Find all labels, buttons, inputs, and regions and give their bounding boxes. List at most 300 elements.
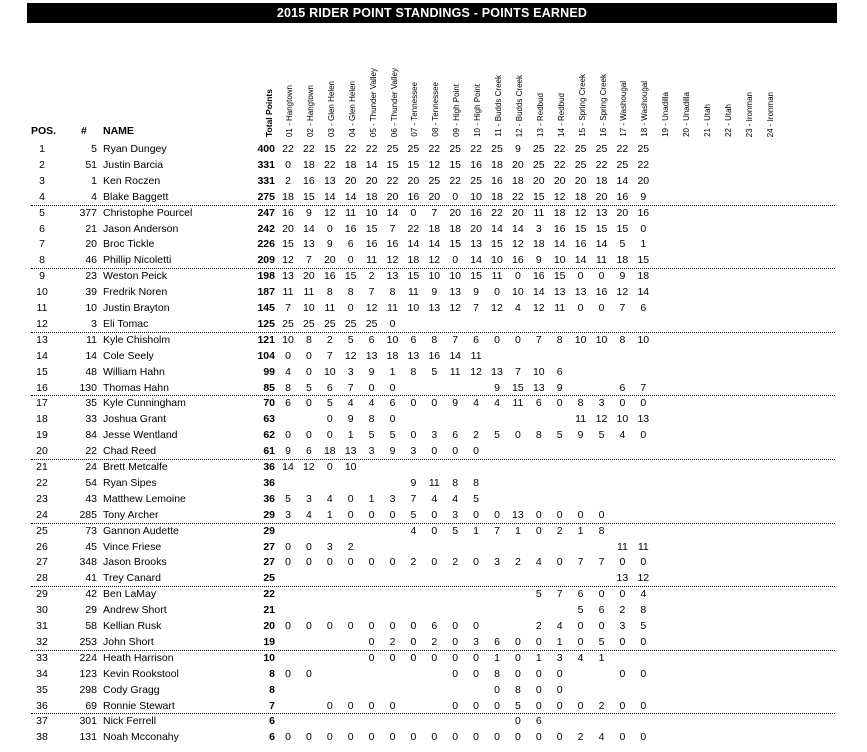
round-points-cell: 11 — [470, 349, 482, 362]
round-points-cell: 4 — [577, 651, 584, 664]
rider-name-cell: Cody Gragg — [103, 683, 160, 696]
round-points-cell: 0 — [473, 445, 480, 458]
rider-name-cell: Gannon Audette — [103, 524, 179, 537]
position-cell: 34 — [36, 667, 48, 680]
round-points-cell: 15 — [386, 158, 399, 171]
position-cell: 26 — [36, 540, 48, 553]
round-points-cell: 10 — [616, 413, 629, 426]
round-points-cell: 0 — [305, 365, 312, 378]
round-points-cell: 14 — [303, 222, 315, 235]
position-cell: 30 — [36, 604, 48, 617]
round-points-cell: 12 — [491, 302, 503, 314]
round-points-cell: 14 — [449, 349, 462, 362]
header-round: 11 - Budds Creek — [494, 75, 503, 137]
rider-name-cell: Tony Archer — [103, 508, 159, 521]
round-points-cell: 12 — [532, 302, 545, 314]
table-row — [0, 444, 867, 460]
round-points-cell: 3 — [305, 492, 312, 505]
round-points-cell: 5 — [556, 429, 563, 442]
round-points-cell: 0 — [473, 667, 480, 680]
round-points-cell: 25 — [595, 143, 608, 155]
rider-number-cell: 46 — [85, 254, 97, 267]
round-points-cell: 0 — [326, 556, 333, 569]
rider-name-cell: Brett Metcalfe — [103, 461, 168, 473]
rider-name-cell: Chad Reed — [103, 445, 157, 458]
round-points-cell: 0 — [619, 556, 626, 569]
total-points-cell: 36 — [263, 461, 275, 473]
position-cell: 19 — [36, 429, 48, 442]
table-row — [0, 158, 867, 174]
round-points-cell: 0 — [535, 524, 542, 537]
position-cell: 33 — [36, 651, 48, 664]
round-points-cell: 25 — [303, 317, 315, 330]
round-points-cell: 25 — [574, 143, 587, 155]
round-points-cell: 6 — [452, 429, 459, 442]
round-points-cell: 14 — [512, 222, 524, 235]
round-points-cell: 0 — [389, 317, 396, 330]
round-points-cell: 18 — [344, 158, 357, 171]
round-points-cell: 15 — [449, 158, 462, 171]
round-points-cell: 3 — [431, 429, 438, 442]
rider-name-cell: Matthew Lemoine — [103, 492, 186, 505]
round-points-cell: 6 — [577, 588, 584, 601]
round-points-cell: 8 — [368, 413, 375, 426]
round-points-cell: 0 — [285, 731, 291, 744]
round-points-cell: 5 — [452, 524, 459, 537]
round-points-cell: 9 — [452, 397, 459, 410]
round-points-cell: 0 — [368, 556, 375, 569]
total-points-cell: 6 — [269, 731, 275, 744]
round-points-cell: 22 — [470, 143, 482, 155]
round-points-cell: 0 — [326, 413, 333, 426]
total-points-cell: 10 — [263, 651, 275, 664]
total-points-cell: 187 — [257, 286, 275, 299]
round-points-cell: 1 — [640, 238, 647, 251]
round-points-cell: 8 — [619, 333, 626, 346]
round-points-cell: 11 — [596, 254, 607, 267]
table-row — [0, 301, 867, 317]
rider-number-cell: 285 — [79, 508, 97, 521]
round-points-cell: 0 — [640, 397, 647, 410]
total-points-cell: 85 — [263, 381, 275, 394]
round-points-cell: 8 — [305, 333, 312, 346]
round-points-cell: 1 — [577, 524, 584, 537]
rider-name-cell: Phillip Nicoletti — [103, 254, 172, 267]
position-cell: 11 — [36, 302, 48, 314]
round-points-cell: 16 — [303, 174, 315, 187]
round-points-cell: 5 — [431, 365, 438, 378]
total-points-cell: 8 — [269, 667, 275, 680]
round-points-cell: 7 — [347, 381, 354, 394]
round-points-cell: 0 — [410, 635, 417, 648]
round-points-cell: 0 — [368, 699, 375, 712]
rider-name-cell: Kellian Rusk — [103, 620, 162, 632]
round-points-cell: 25 — [282, 317, 294, 330]
round-points-cell: 5 — [473, 492, 480, 505]
header-round: 10 - High Point — [473, 84, 483, 137]
round-points-cell: 9 — [556, 381, 563, 394]
round-points-cell: 16 — [491, 174, 503, 187]
rider-number-cell: 41 — [85, 572, 97, 585]
round-points-cell: 2 — [598, 699, 605, 712]
round-points-cell: 25 — [532, 158, 545, 171]
round-points-cell: 6 — [285, 397, 291, 410]
round-points-cell: 0 — [494, 286, 500, 299]
round-points-cell: 11 — [345, 206, 357, 219]
round-points-cell: 3 — [347, 365, 354, 378]
round-points-cell: 25 — [344, 317, 357, 330]
round-points-cell: 0 — [535, 683, 542, 696]
round-points-cell: 6 — [556, 365, 563, 378]
header-round: 24 - Ironman — [765, 91, 775, 137]
round-points-cell: 11 — [491, 270, 503, 283]
total-points-cell: 400 — [257, 143, 275, 155]
round-points-cell: 0 — [473, 556, 480, 569]
round-points-cell: 13 — [532, 381, 545, 394]
round-points-cell: 20 — [553, 174, 566, 187]
rider-number-cell: 69 — [85, 699, 97, 712]
round-points-cell: 0 — [285, 349, 291, 362]
position-cell: 15 — [36, 365, 48, 378]
round-points-cell: 18 — [637, 270, 650, 283]
round-points-cell: 14 — [532, 286, 545, 299]
total-points-cell: 8 — [269, 683, 275, 696]
header-round: 06 - Thunder Valley — [389, 67, 399, 137]
round-points-cell: 14 — [428, 238, 441, 251]
round-points-cell: 0 — [452, 445, 459, 458]
round-points-cell: 0 — [494, 333, 500, 346]
round-points-cell: 14 — [365, 158, 378, 171]
position-cell: 29 — [36, 588, 48, 601]
rider-number-cell: 301 — [79, 715, 97, 728]
round-points-cell: 16 — [323, 270, 336, 283]
round-points-cell: 16 — [470, 158, 482, 171]
position-cell: 27 — [36, 556, 48, 569]
round-points-cell: 20 — [407, 174, 420, 187]
round-points-cell: 9 — [326, 238, 333, 251]
round-points-cell: 20 — [365, 174, 378, 187]
round-points-cell: 0 — [347, 302, 354, 314]
round-points-cell: 13 — [574, 286, 587, 299]
header-round: 23 - Ironman — [744, 91, 754, 137]
round-points-cell: 0 — [598, 620, 605, 632]
round-points-cell: 0 — [640, 556, 647, 569]
total-points-cell: 209 — [257, 254, 275, 267]
round-points-cell: 14 — [323, 190, 336, 203]
round-points-cell: 1 — [514, 524, 521, 537]
position-cell: 16 — [36, 381, 48, 394]
round-points-cell: 0 — [577, 620, 584, 632]
round-points-cell: 0 — [640, 667, 647, 680]
round-points-cell: 0 — [619, 397, 626, 410]
table-row — [0, 540, 867, 556]
rider-name-cell: Kyle Cunningham — [103, 397, 186, 410]
round-points-cell: 3 — [389, 492, 396, 505]
round-points-cell: 8 — [556, 333, 563, 346]
round-points-cell: 15 — [553, 270, 566, 283]
round-points-cell: 6 — [431, 620, 438, 632]
position-cell: 24 — [36, 508, 48, 521]
rider-name-cell: Andrew Short — [103, 604, 167, 617]
rider-number-cell: 43 — [85, 492, 97, 505]
round-points-cell: 10 — [365, 206, 378, 219]
round-points-cell: 16 — [365, 238, 378, 251]
round-points-cell: 7 — [514, 365, 521, 378]
round-points-cell: 16 — [574, 238, 587, 251]
round-points-cell: 0 — [389, 620, 396, 632]
round-points-cell: 0 — [514, 667, 521, 680]
round-points-cell: 3 — [473, 635, 480, 648]
round-points-cell: 7 — [494, 524, 500, 537]
round-points-cell: 0 — [305, 429, 312, 442]
round-points-cell: 5 — [535, 588, 542, 601]
round-points-cell: 15 — [449, 238, 462, 251]
rider-name-cell: Trey Canard — [103, 572, 161, 585]
round-points-cell: 18 — [428, 222, 441, 235]
position-cell: 38 — [36, 731, 48, 744]
round-points-cell: 5 — [514, 699, 521, 712]
round-points-cell: 0 — [619, 635, 626, 648]
round-points-cell: 22 — [637, 158, 650, 171]
round-points-cell: 12 — [470, 365, 482, 378]
round-points-cell: 16 — [470, 206, 482, 219]
round-points-cell: 0 — [598, 270, 605, 283]
round-points-cell: 15 — [595, 222, 608, 235]
round-points-cell: 5 — [410, 508, 417, 521]
position-cell: 20 — [36, 445, 48, 458]
round-points-cell: 11 — [324, 302, 336, 314]
round-points-cell: 6 — [494, 635, 500, 648]
round-points-cell: 18 — [553, 206, 566, 219]
round-points-cell: 18 — [532, 238, 545, 251]
round-points-cell: 0 — [326, 461, 333, 473]
round-points-cell: 18 — [365, 190, 378, 203]
round-points-cell: 8 — [577, 397, 584, 410]
total-points-cell: 36 — [263, 476, 275, 489]
round-points-cell: 11 — [512, 397, 524, 410]
rider-name-cell: Blake Baggett — [103, 190, 169, 203]
round-points-cell: 0 — [389, 381, 396, 394]
round-points-cell: 12 — [616, 286, 629, 299]
position-cell: 7 — [39, 238, 45, 251]
round-points-cell: 16 — [637, 206, 650, 219]
table-row — [0, 222, 867, 238]
rider-number-cell: 253 — [79, 635, 97, 648]
round-points-cell: 12 — [428, 254, 441, 267]
round-points-cell: 10 — [512, 286, 524, 299]
round-points-cell: 9 — [305, 206, 312, 219]
round-points-cell: 0 — [431, 508, 438, 521]
round-points-cell: 25 — [386, 143, 399, 155]
position-cell: 9 — [39, 270, 45, 283]
table-row — [0, 253, 867, 269]
round-points-cell: 11 — [616, 540, 628, 553]
round-points-cell: 0 — [473, 508, 480, 521]
round-points-cell: 10 — [532, 365, 545, 378]
rider-name-cell: Weston Peick — [103, 270, 167, 283]
round-points-cell: 15 — [491, 238, 503, 251]
rider-name-cell: Nick Ferrell — [103, 715, 157, 728]
round-points-cell: 0 — [494, 731, 500, 744]
round-points-cell: 2 — [389, 635, 396, 648]
round-points-cell: 0 — [326, 429, 333, 442]
round-points-cell: 12 — [303, 461, 315, 473]
total-points-cell: 125 — [257, 317, 275, 330]
round-points-cell: 9 — [368, 365, 375, 378]
round-points-cell: 16 — [595, 286, 608, 299]
total-points-cell: 62 — [263, 429, 275, 442]
round-points-cell: 4 — [368, 397, 375, 410]
round-points-cell: 1 — [535, 651, 542, 664]
round-points-cell: 3 — [619, 620, 626, 632]
round-points-cell: 0 — [368, 635, 375, 648]
round-points-cell: 7 — [535, 333, 542, 346]
round-points-cell: 14 — [344, 190, 357, 203]
round-points-cell: 4 — [410, 524, 417, 537]
header-round: 12 - Budds Creek — [514, 74, 524, 137]
round-points-cell: 13 — [512, 508, 524, 521]
round-points-cell: 4 — [326, 492, 333, 505]
header-round: 21 - Utah — [703, 104, 712, 137]
round-points-cell: 8 — [326, 286, 333, 299]
round-points-cell: 18 — [386, 349, 399, 362]
round-points-cell: 1 — [368, 492, 375, 505]
position-cell: 21 — [36, 461, 48, 473]
round-points-cell: 14 — [553, 238, 566, 251]
round-points-cell: 1 — [598, 651, 605, 664]
round-points-cell: 0 — [514, 429, 521, 442]
round-points-cell: 10 — [470, 190, 482, 203]
round-points-cell: 2 — [326, 333, 333, 346]
round-points-cell: 10 — [323, 365, 336, 378]
position-cell: 31 — [36, 620, 48, 632]
position-cell: 23 — [36, 492, 48, 505]
position-cell: 28 — [36, 572, 48, 585]
round-points-cell: 2 — [473, 429, 480, 442]
round-points-cell: 16 — [553, 222, 566, 235]
header-round: 09 - High Point — [452, 84, 462, 137]
round-points-cell: 11 — [449, 365, 461, 378]
rider-name-cell: Jason Anderson — [103, 222, 179, 235]
round-points-cell: 0 — [452, 651, 459, 664]
round-points-cell: 7 — [285, 302, 291, 314]
round-points-cell: 0 — [535, 635, 542, 648]
round-points-cell: 4 — [431, 492, 438, 505]
round-points-cell: 18 — [323, 445, 336, 458]
round-points-cell: 2 — [452, 556, 459, 569]
round-points-cell: 9 — [514, 143, 521, 155]
position-cell: 8 — [39, 254, 45, 267]
round-points-cell: 4 — [556, 620, 563, 632]
round-points-cell: 13 — [365, 349, 378, 362]
round-points-cell: 10 — [449, 270, 462, 283]
rider-name-cell: Christophe Pourcel — [103, 206, 193, 219]
round-points-cell: 7 — [326, 349, 333, 362]
round-points-cell: 20 — [532, 174, 545, 187]
round-points-cell: 14 — [282, 461, 294, 473]
table-row — [0, 460, 867, 476]
rider-number-cell: 4 — [91, 190, 97, 203]
round-points-cell: 0 — [347, 556, 354, 569]
table-row — [0, 190, 867, 206]
round-points-cell: 5 — [619, 238, 626, 251]
table-row — [0, 699, 867, 715]
table-row — [0, 555, 867, 571]
total-points-cell: 145 — [257, 302, 275, 314]
rider-name-cell: Noah Mcconahy — [103, 731, 179, 744]
round-points-cell: 7 — [577, 556, 584, 569]
round-points-cell: 5 — [598, 429, 605, 442]
round-points-cell: 10 — [386, 333, 399, 346]
round-points-cell: 9 — [431, 286, 438, 299]
round-points-cell: 13 — [303, 238, 315, 251]
header-number: # — [81, 125, 87, 137]
round-points-cell: 6 — [640, 302, 647, 314]
round-points-cell: 4 — [305, 508, 312, 521]
round-points-cell: 0 — [452, 635, 459, 648]
round-points-cell: 6 — [305, 445, 312, 458]
round-points-cell: 0 — [556, 683, 563, 696]
round-points-cell: 22 — [491, 206, 503, 219]
rider-number-cell: 10 — [85, 302, 97, 314]
total-points-cell: 7 — [269, 699, 275, 712]
table-row — [0, 476, 867, 492]
rider-name-cell: Ryan Dungey — [103, 143, 167, 155]
rider-number-cell: 48 — [85, 365, 97, 378]
rider-number-cell: 348 — [79, 556, 97, 569]
round-points-cell: 0 — [452, 254, 459, 267]
rider-number-cell: 3 — [91, 317, 97, 330]
rider-name-cell: Ronnie Stewart — [103, 699, 175, 712]
round-points-cell: 5 — [347, 333, 354, 346]
round-points-cell: 15 — [407, 158, 420, 171]
round-points-cell: 0 — [431, 397, 438, 410]
round-points-cell: 22 — [303, 143, 315, 155]
rider-number-cell: 54 — [85, 476, 97, 489]
round-points-cell: 18 — [491, 158, 503, 171]
round-points-cell: 16 — [532, 270, 545, 283]
round-points-cell: 0 — [305, 731, 312, 744]
round-points-cell: 16 — [282, 206, 294, 219]
table-row — [0, 714, 867, 730]
table-row — [0, 269, 867, 285]
table-row — [0, 412, 867, 428]
round-points-cell: 18 — [449, 222, 462, 235]
round-points-cell: 7 — [473, 302, 480, 314]
round-points-cell: 8 — [598, 524, 605, 537]
table-row — [0, 142, 867, 158]
round-points-cell: 10 — [428, 270, 441, 283]
position-cell: 6 — [39, 222, 45, 235]
round-points-cell: 18 — [512, 174, 524, 187]
position-cell: 14 — [36, 349, 48, 362]
round-points-cell: 0 — [473, 699, 480, 712]
table-row — [0, 571, 867, 587]
round-points-cell: 0 — [556, 556, 563, 569]
round-points-cell: 18 — [595, 174, 608, 187]
round-points-cell: 12 — [344, 349, 357, 362]
round-points-cell: 14 — [616, 174, 629, 187]
round-points-cell: 0 — [640, 429, 647, 442]
round-points-cell: 22 — [344, 143, 357, 155]
header-round: 18 - Washougal — [640, 81, 650, 137]
round-points-cell: 12 — [512, 238, 524, 251]
round-points-cell: 0 — [431, 556, 438, 569]
round-points-cell: 0 — [347, 699, 354, 712]
round-points-cell: 0 — [305, 540, 312, 553]
header-round: 14 - Redbud — [556, 92, 566, 137]
round-points-cell: 0 — [305, 556, 312, 569]
